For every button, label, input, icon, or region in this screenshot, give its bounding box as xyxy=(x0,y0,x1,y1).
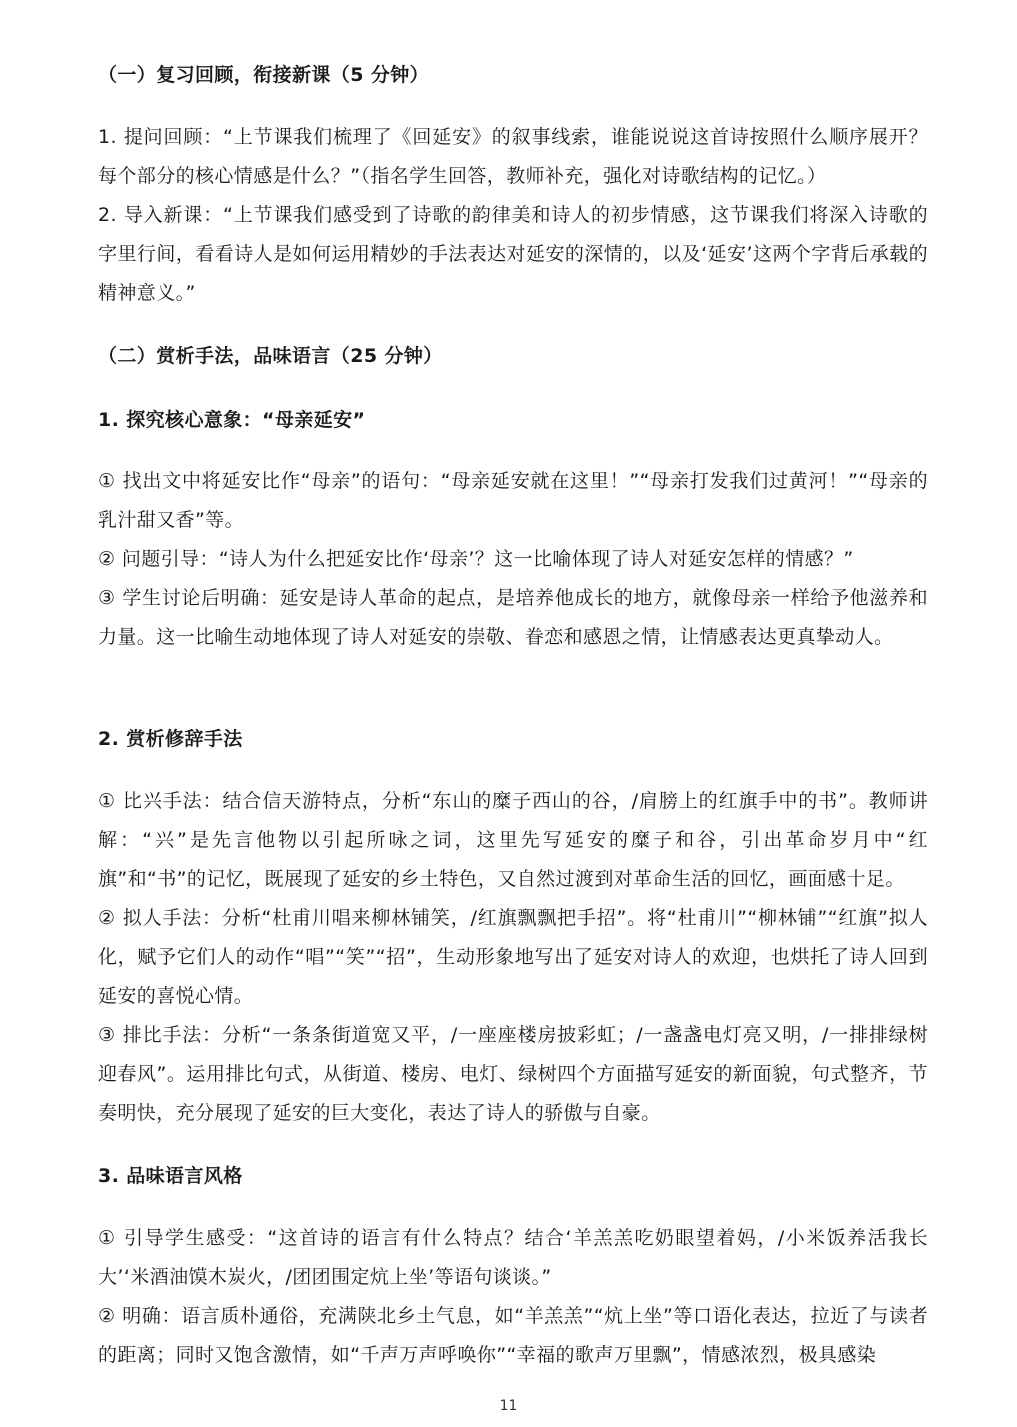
paragraph-new-lesson-intro: 2. 导入新课：“上节课我们感受到了诗歌的韵律美和诗人的初步情感，这节课我们将深入诗歌的字里行间，看看诗人是如何运用精妙的手法表达对延安的深情的，以及‘延安’这两个字背后承载的精神意义。” xyxy=(98,204,928,304)
section-heading-review: （一）复习回顾，衔接新课（5 分钟） xyxy=(98,64,430,86)
paragraph-rhetoric-3: ③ 排比手法：分析“一条条街道宽又平，/一座座楼房披彩虹；/一盏盏电灯亮又明，/一排排绿树迎春风”。运用排比句式，从街道、楼房、电灯、绿树四个方面描写延安的新面貌，句式整齐，节奏明快，充分展现了延安的巨大变化，表达了诗人的骄傲与自豪。 xyxy=(98,1024,928,1124)
paragraph-core-image-3: ③ 学生讨论后明确：延安是诗人革命的起点，是培养他成长的地方，就像母亲一样给予他滋养和力量。这一比喻生动地体现了诗人对延安的崇敬、眷恋和感恩之情，让情感表达更真挚动人。 xyxy=(98,587,928,648)
paragraph-review-question: 1. 提问回顾：“上节课我们梳理了《回延安》的叙事线索，谁能说说这首诗按照什么顺序展开？每个部分的核心情感是什么？”（指名学生回答，教师补充，强化对诗歌结构的记忆。） xyxy=(98,126,928,187)
paragraph-language-style-1: ① 引导学生感受：“这首诗的语言有什么特点？结合‘羊羔羔吃奶眼望着妈，/小米饭养活我长大’‘米酒油馍木炭火，/团团围定炕上坐’等语句谈谈。” xyxy=(98,1227,928,1288)
paragraph-rhetoric-1: ① 比兴手法：结合信天游特点，分析“东山的糜子西山的谷，/肩膀上的红旗手中的书”。教师讲解：“兴”是先言他物以引起所咏之词，这里先写延安的糜子和谷，引出革命岁月中“红旗”和“书”的记忆，既展现了延安的乡土特色，又自然过渡到对革命生活的回忆，画面感十足。 xyxy=(98,790,928,890)
subheading-rhetoric: 2. 赏析修辞手法 xyxy=(98,728,243,750)
section-heading-analysis: （二）赏析手法，品味语言（25 分钟） xyxy=(98,345,443,367)
paragraph-language-style-2: ② 明确：语言质朴通俗，充满陕北乡土气息，如“羊羔羔”“炕上坐”等口语化表达，拉近了与读者的距离；同时又饱含激情，如“千声万声呼唤你”“幸福的歌声万里飘”，情感浓烈，极具感染 xyxy=(98,1305,928,1366)
paragraph-core-image-2: ② 问题引导：“诗人为什么把延安比作‘母亲’？这一比喻体现了诗人对延安怎样的情感？” xyxy=(98,548,854,570)
page-number: 11 xyxy=(499,1398,518,1414)
paragraph-rhetoric-2: ② 拟人手法：分析“杜甫川唱来柳林铺笑，/红旗飘飘把手招”。将“杜甫川”“柳林铺”“红旗”拟人化，赋予它们人的动作“唱”“笑”“招”，生动形象地写出了延安对诗人的欢迎，也烘托了诗人回到延安的喜悦心情。 xyxy=(98,907,928,1007)
subheading-language-style: 3. 品味语言风格 xyxy=(98,1165,243,1187)
paragraph-core-image-1: ① 找出文中将延安比作“母亲”的语句：“母亲延安就在这里！”“母亲打发我们过黄河！”“母亲的乳汁甜又香”等。 xyxy=(98,470,928,531)
subheading-core-image: 1. 探究核心意象：“母亲延安” xyxy=(98,409,366,431)
